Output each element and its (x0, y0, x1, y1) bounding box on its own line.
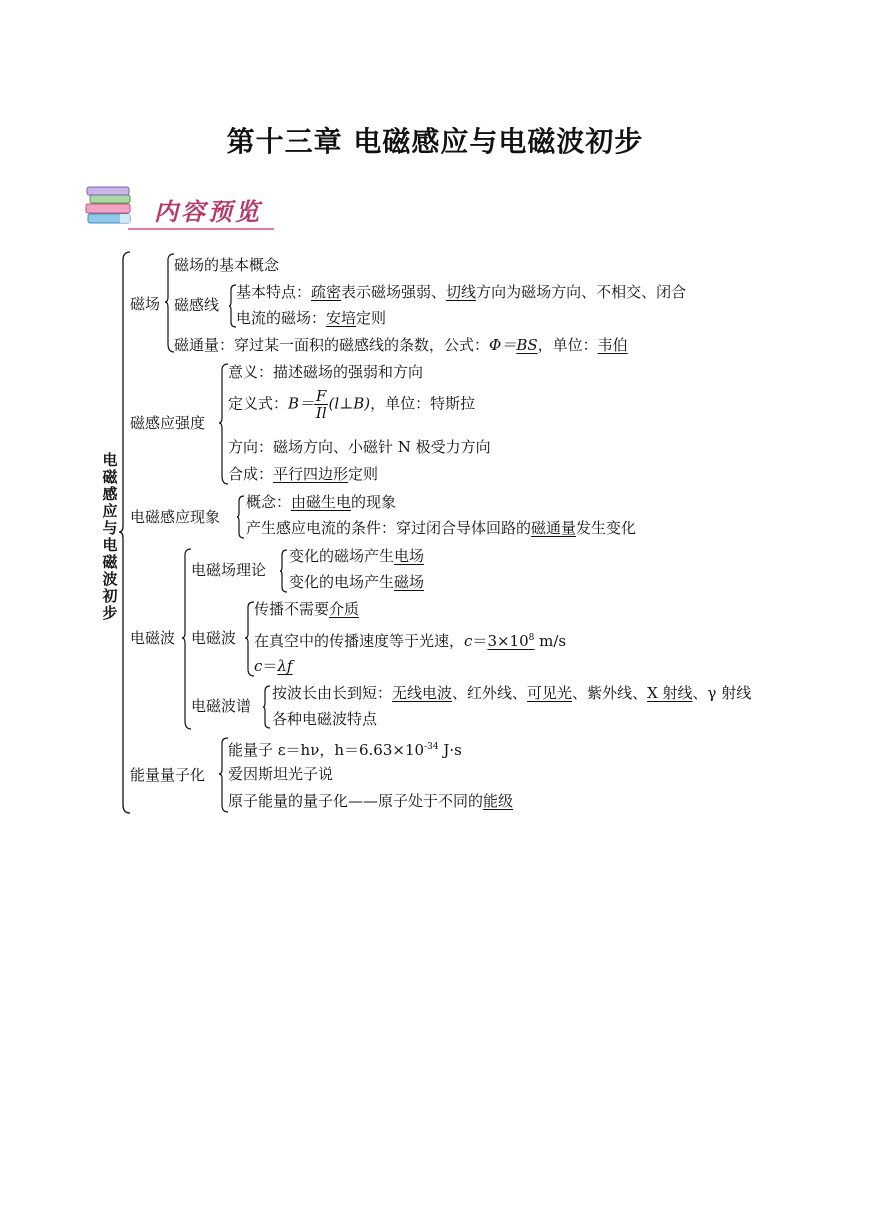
text: ，单位： (537, 336, 598, 354)
emf-theory-1 (289, 546, 424, 566)
mf-flux (174, 335, 628, 355)
answer: 磁通量 (531, 519, 577, 537)
mf-lines-feature (236, 282, 686, 302)
ind-definition (228, 388, 475, 430)
node-emw: 电磁波 (191, 629, 237, 647)
brace-emf-theory (279, 548, 289, 594)
ind-direction: 方向：磁场方向、小磁针 N 极受力方向 (228, 438, 491, 456)
node-quant: 能量量子化 (130, 766, 206, 784)
text: 定则 (356, 309, 387, 327)
text: 在真空中的传播速度等于光速， (254, 632, 465, 650)
exponent: 8 (528, 633, 535, 643)
node-spectrum: 电磁波谱 (191, 697, 252, 715)
ind-meaning: 意义：描述磁场的强弱和方向 (228, 363, 424, 381)
answer: BS (516, 336, 538, 354)
denominator: Il (315, 404, 327, 422)
answer: 切线 (446, 283, 477, 301)
numerator: F (316, 387, 327, 405)
quant-3 (228, 791, 513, 811)
mf-basic-concept: 磁场的基本概念 (174, 256, 280, 274)
quant-2: 爱因斯坦光子说 (228, 765, 334, 783)
brace-spectrum (262, 684, 272, 730)
ph-condition (246, 518, 636, 538)
formula: ＝ (472, 632, 488, 650)
text: 定义式： (228, 394, 289, 413)
answer: 由磁生电 (291, 493, 352, 511)
value: 3×10 (487, 632, 529, 650)
answer: X 射线 (647, 684, 693, 702)
node-mf-lines: 磁感线 (174, 296, 220, 314)
fraction (314, 388, 328, 421)
text: 概念： (246, 493, 292, 511)
text: 的现象 (351, 493, 397, 511)
text: 变化的电场产生 (289, 573, 395, 591)
text: 能量子 ε＝hν，h＝6.63×10 (228, 741, 425, 759)
text: 传播不需要 (254, 600, 330, 618)
quant-1 (228, 737, 462, 760)
spectrum-2: 各种电磁波特点 (272, 710, 378, 728)
content-preview-banner (84, 184, 274, 232)
answer: 磁场 (394, 573, 425, 591)
formula: c (254, 657, 263, 675)
text: 发生变化 (576, 519, 637, 537)
text: 基本特点： (236, 283, 312, 301)
text: 、红外线、 (452, 684, 528, 702)
unit: m/s (534, 632, 567, 650)
formula: Φ＝ (489, 336, 517, 354)
text: 、γ 射线 (692, 684, 752, 702)
formula: c (464, 632, 473, 650)
unit: J·s (438, 741, 462, 759)
text: 表示磁场强弱、 (341, 283, 447, 301)
formula: (l⊥B) (328, 394, 371, 413)
answer: 韦伯 (597, 336, 628, 354)
brace-root (118, 250, 132, 815)
emw-3 (254, 656, 292, 676)
answer: 能级 (483, 792, 514, 810)
spectrum-1 (272, 683, 751, 703)
mf-current-field (236, 308, 386, 328)
banner-underline (128, 228, 274, 230)
answer: 平行四边形 (273, 465, 349, 483)
answer (487, 632, 534, 650)
emf-theory-2 (289, 572, 424, 592)
text: 原子能量的量子化——原子处于不同的 (228, 792, 484, 810)
node-emf-theory: 电磁场理论 (191, 561, 267, 579)
answer: 介质 (329, 600, 360, 618)
text: 变化的磁场产生 (289, 547, 395, 565)
banner-label: 内容预览 (154, 198, 262, 226)
formula: B＝ (288, 394, 315, 413)
node-magnetic-field: 磁场 (130, 295, 161, 313)
text: 方向为磁场方向、不相交、闭合 (476, 283, 687, 301)
text: 、紫外线、 (572, 684, 648, 702)
emw-2 (254, 628, 566, 651)
answer: 疏密 (311, 283, 342, 301)
text: 定则 (348, 465, 379, 483)
node-em-wave: 电磁波 (130, 629, 176, 647)
text: 按波长由长到短： (272, 684, 393, 702)
emw-1 (254, 599, 359, 619)
page-title: 第十三章 电磁感应与电磁波初步 (226, 125, 644, 158)
answer: 电场 (394, 547, 425, 565)
answer: 可见光 (527, 684, 573, 702)
text: 合成： (228, 465, 274, 483)
text: ，单位：特斯拉 (370, 394, 476, 413)
root-label: 电磁感应与电磁波初步 (102, 451, 118, 622)
text: 电流的磁场： (236, 309, 327, 327)
text: 产生感应电流的条件：穿过闭合导体回路的 (246, 519, 532, 537)
answer: 安培 (326, 309, 357, 327)
node-phenomenon: 电磁感应现象 (130, 508, 221, 526)
brace-phenomenon (236, 494, 246, 540)
answer: 无线电波 (392, 684, 453, 702)
ind-composition (228, 464, 378, 484)
formula: ＝ (262, 657, 278, 675)
node-induction: 磁感应强度 (130, 414, 206, 432)
ph-concept (246, 492, 396, 512)
books-icon (84, 184, 138, 228)
answer: λf (277, 657, 293, 675)
text: 磁通量：穿过某一面积的磁感线的条数，公式： (174, 336, 490, 354)
exponent: -34 (424, 742, 439, 752)
